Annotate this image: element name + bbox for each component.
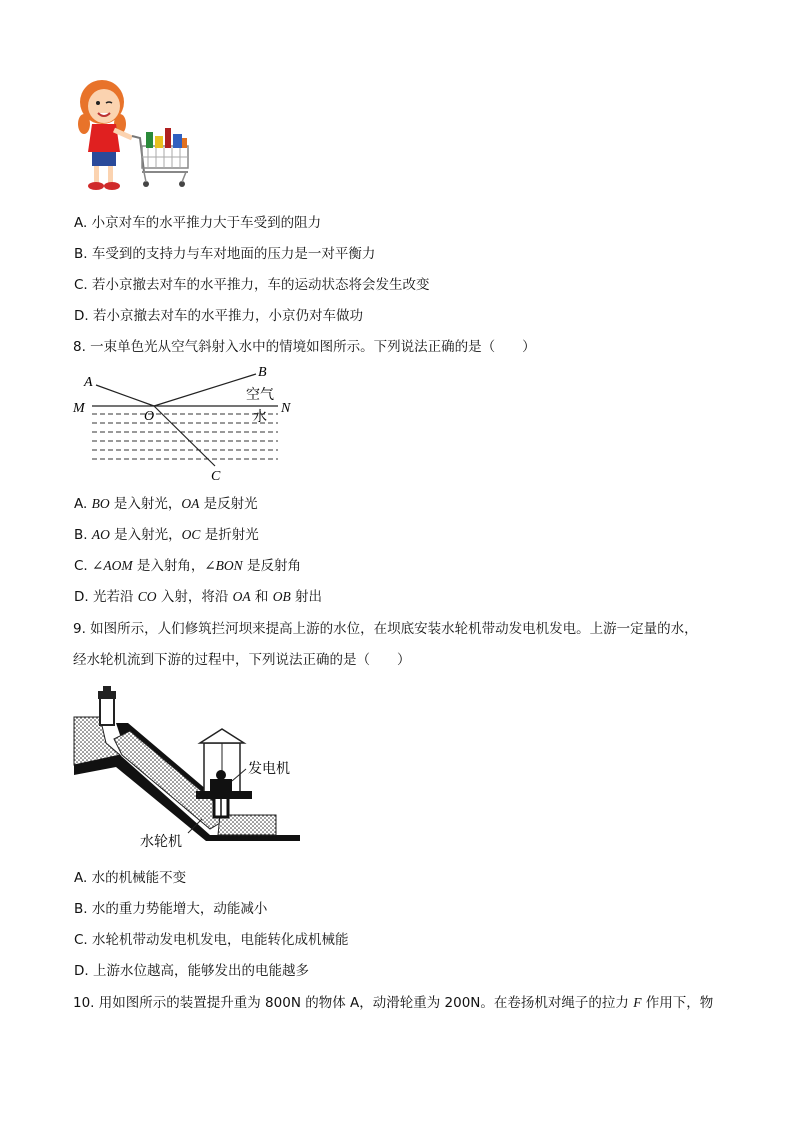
q9-stem-line2: 经水轮机流到下游的过程中，下列说法正确的是（ ） <box>73 652 411 668</box>
label-b: B <box>258 365 267 380</box>
label-n: N <box>281 401 291 416</box>
q7-option-d: D. 若小京撤去对车的水平推力，小京仍对车做功 <box>74 308 363 324</box>
label-turbine: 水轮机 <box>140 834 182 850</box>
q8-option-b: B. AO 是入射光，OC 是折射光 <box>74 527 259 543</box>
label-m: M <box>73 401 85 416</box>
label-generator: 发电机 <box>248 761 290 777</box>
girl-shopping-cart-illustration <box>70 72 200 194</box>
label-water: 水 <box>253 409 267 425</box>
q7-option-c: C. 若小京撤去对车的水平推力，车的运动状态将会发生改变 <box>74 277 430 293</box>
label-a: A <box>84 375 93 390</box>
q8-option-c: C. ∠AOM 是入射角，∠BON 是反射角 <box>74 558 301 574</box>
q8-stem: 8. 一束单色光从空气斜射入水中的情境如图所示。下列说法正确的是（ ） <box>73 339 536 355</box>
label-air: 空气 <box>246 387 274 403</box>
q9-stem-line1: 9. 如图所示，人们修筑拦河坝来提高上游的水位，在坝底安装水轮机带动发电机发电。上游一定量的水， <box>73 621 698 637</box>
q7-option-b: B. 车受到的支持力与车对地面的压力是一对平衡力 <box>74 246 376 262</box>
refraction-diagram <box>70 362 300 486</box>
q8-option-a: A. BO 是入射光，OA 是反射光 <box>74 496 258 512</box>
q7-option-a: A. 小京对车的水平推力大于车受到的阻力 <box>74 215 322 231</box>
q10-stem: 10. 用如图所示的装置提升重为 800N 的物体 A，动滑轮重为 200N。在卷扬机对绳子的拉力 F 作用下，物 <box>73 995 714 1011</box>
q8-option-d: D. 光若沿 CO 入射，将沿 OA 和 OB 射出 <box>74 589 323 605</box>
dam-turbine-diagram <box>70 683 310 853</box>
q9-option-c: C. 水轮机带动发电机发电，电能转化成机械能 <box>74 932 349 948</box>
q9-option-a: A. 水的机械能不变 <box>74 870 187 886</box>
q9-option-d: D. 上游水位越高，能够发出的电能越多 <box>74 963 309 979</box>
q9-option-b: B. 水的重力势能增大，动能减小 <box>74 901 268 917</box>
label-c: C <box>211 469 221 484</box>
label-o: O <box>144 409 155 424</box>
